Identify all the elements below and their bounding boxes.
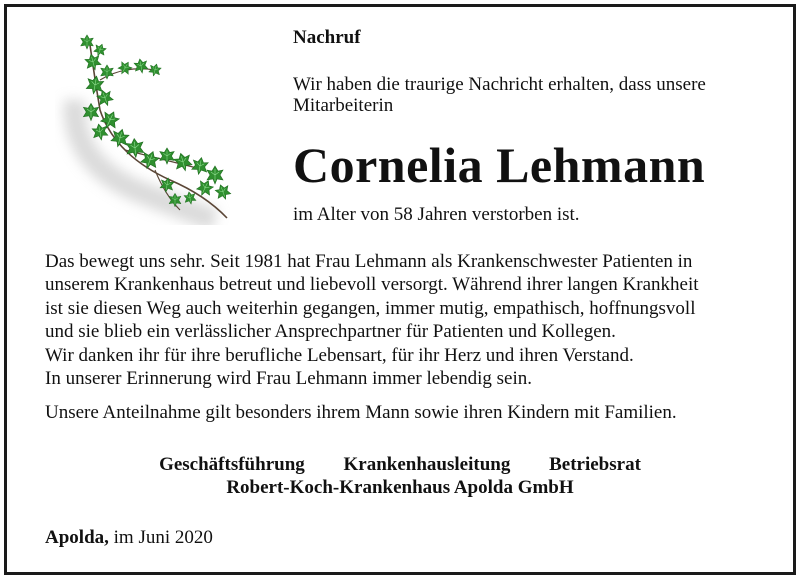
body-line: und sie blieb ein verlässlicher Ansprechpartner für Patienten und Kollegen.: [45, 321, 616, 343]
body-line: unserem Krankenhaus betreut und liebevoll versorgt. Während ihrer langen Krankheit: [45, 274, 699, 296]
organization-name: Robert-Koch-Krankenhaus Apolda GmbH: [226, 477, 574, 498]
body-line: ist sie diesen Weg auch weiterhin gegangen, immer mutig, empathisch, hoffnungsvoll: [45, 297, 696, 319]
signer-management: Geschäftsführung: [159, 454, 305, 475]
body-text: [45, 250, 785, 390]
body-line: In unserer Erinnerung wird Frau Lehmann immer lebendig sein.: [45, 368, 532, 390]
body-line: Wir danken ihr für ihre berufliche Lebensart, für ihr Herz und ihren Verstand.: [45, 344, 634, 366]
obituary-heading: Nachruf: [293, 27, 361, 48]
signer-works-council: Betriebsrat: [549, 454, 641, 475]
age-line: im Alter von 58 Jahren verstorben ist.: [293, 204, 580, 225]
intro-text: [293, 74, 763, 116]
ivy-branch-icon: [55, 20, 245, 225]
condolence-line: Unsere Anteilnahme gilt besonders ihrem Mann sowie ihren Kindern mit Familien.: [45, 402, 677, 423]
place-date-line: [45, 527, 213, 549]
body-line: Das bewegt uns sehr. Seit 1981 hat Frau Lehmann als Krankenschwester Patienten in: [45, 251, 693, 272]
intro-line: Mitarbeiterin: [293, 95, 394, 116]
signers-row: [0, 454, 800, 476]
intro-line: Wir haben die traurige Nachricht erhalten, dass unsere: [293, 74, 706, 95]
date: im Juni 2020: [113, 527, 213, 548]
deceased-name: Cornelia Lehmann: [293, 137, 706, 193]
signer-hospital-leadership: Krankenhausleitung: [343, 454, 511, 475]
place: Apolda,: [45, 527, 109, 548]
